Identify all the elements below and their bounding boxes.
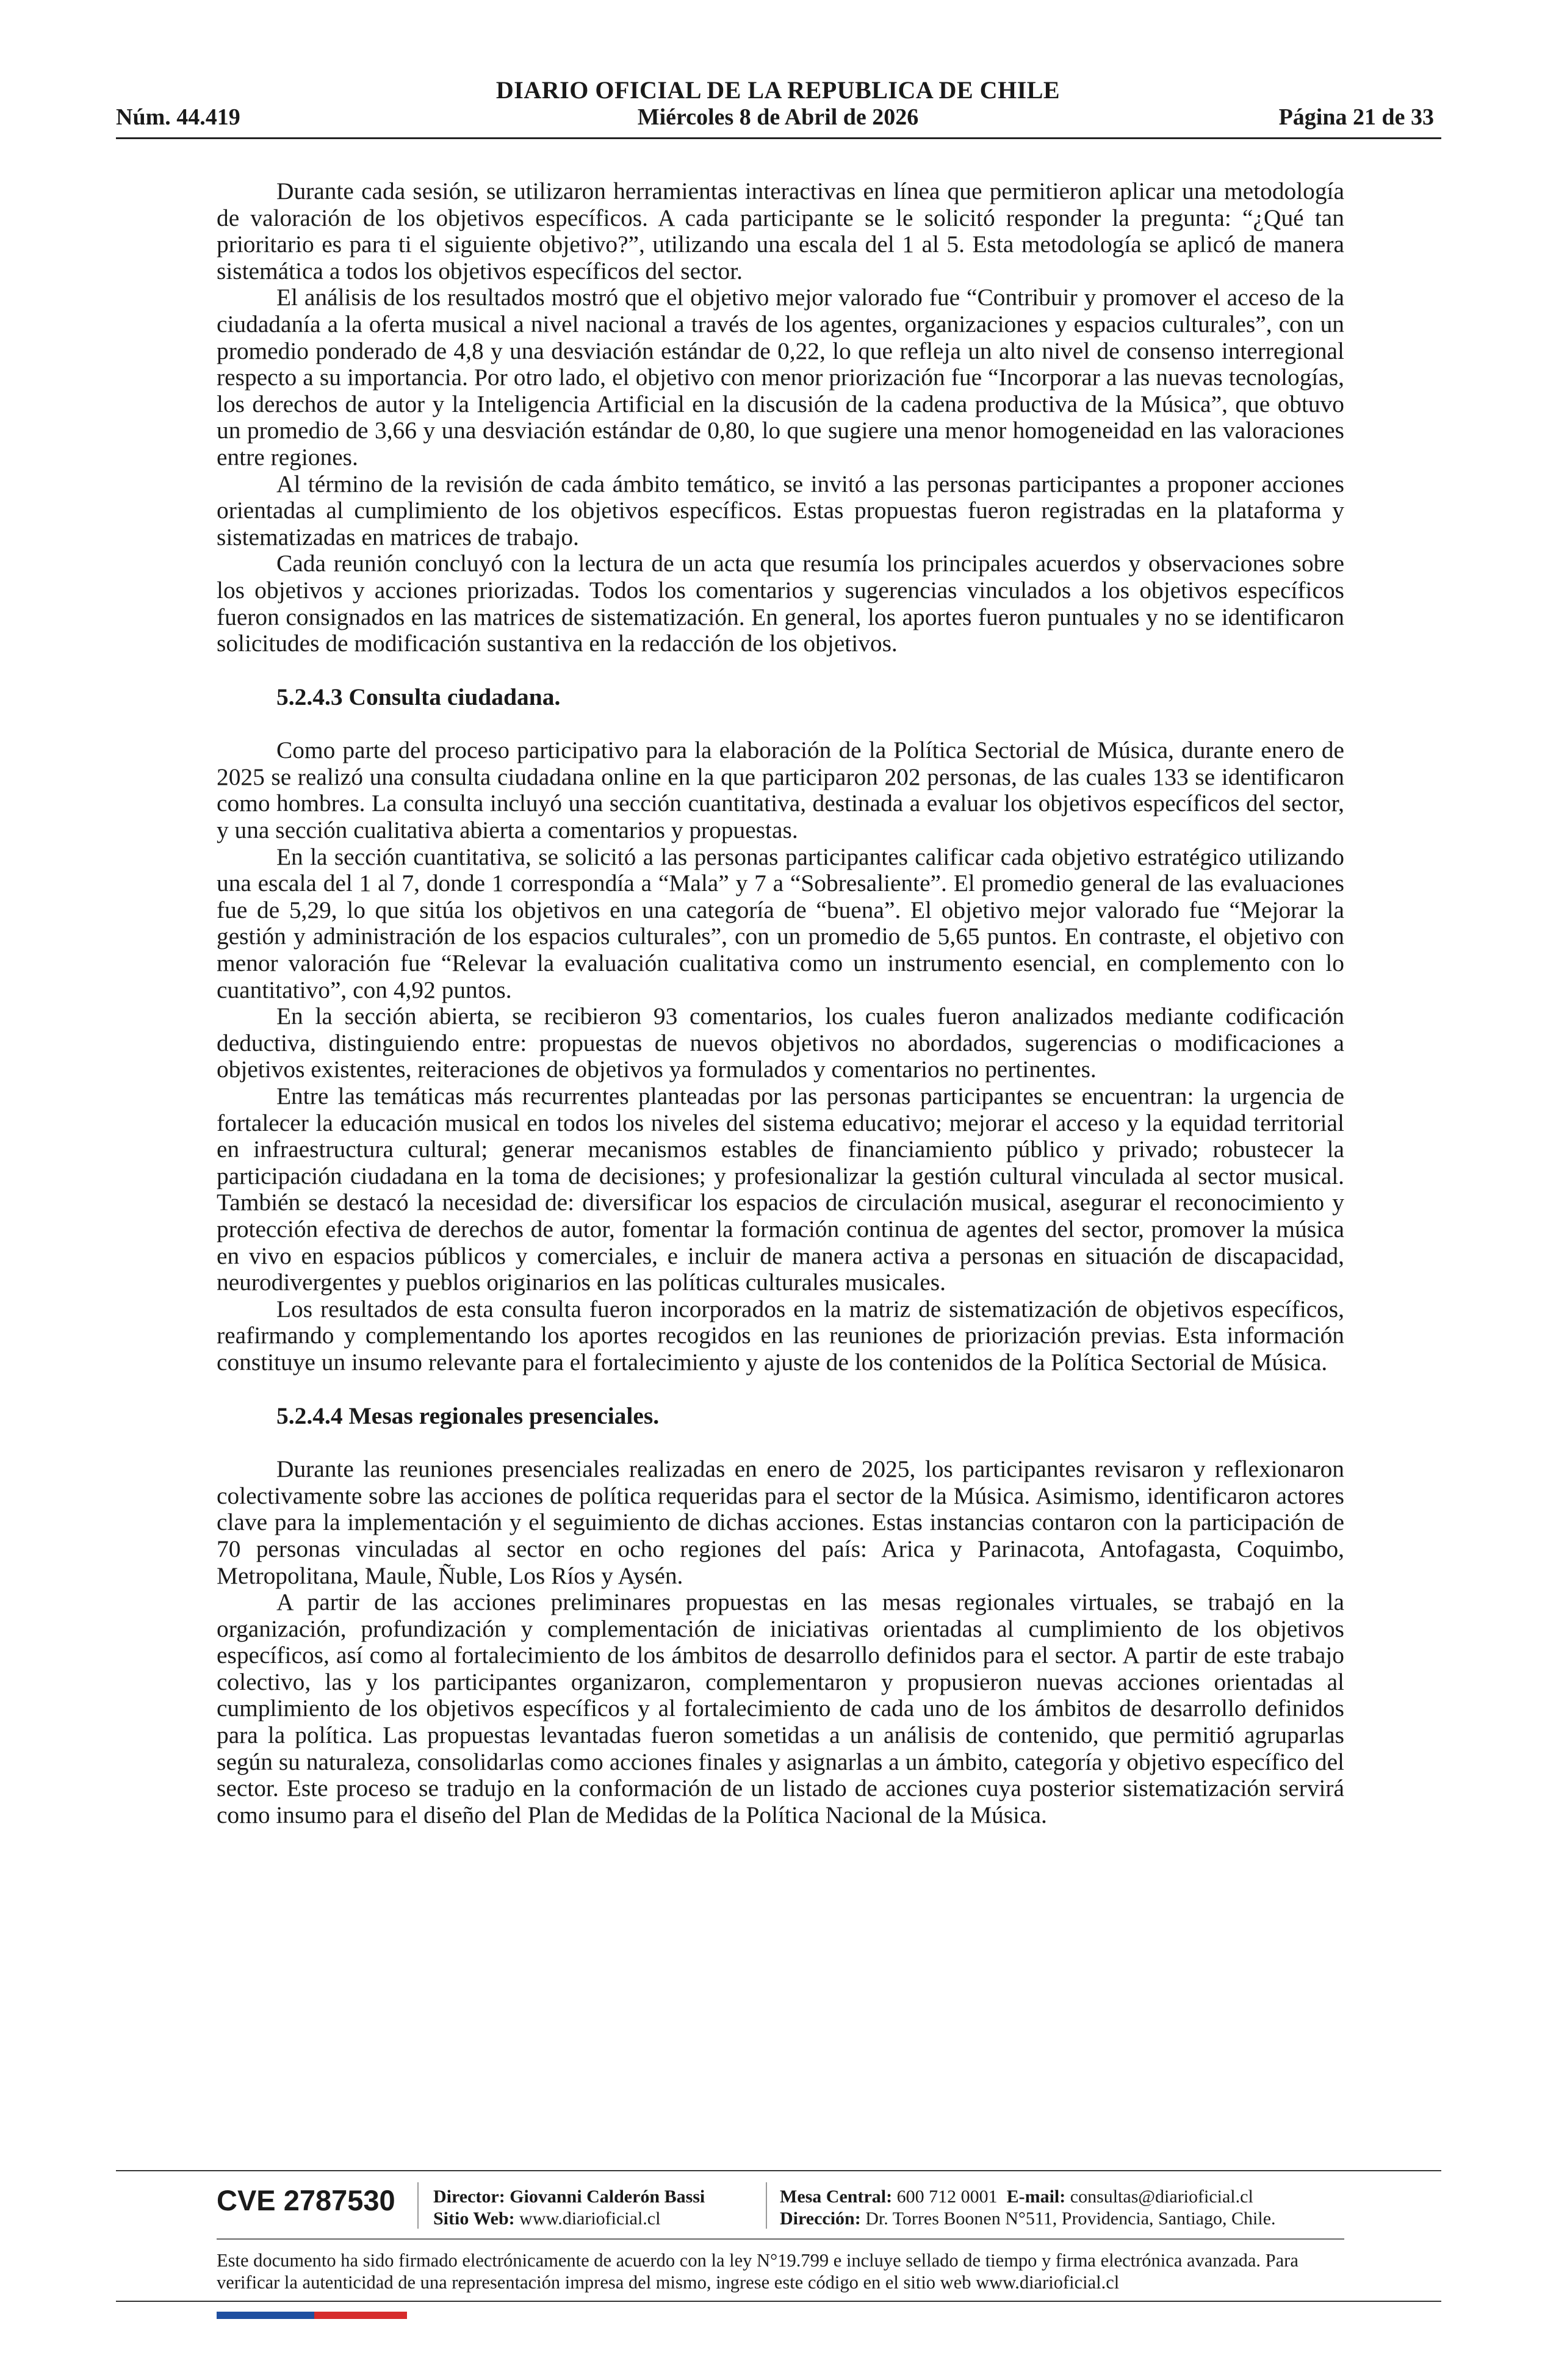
mesa-label: Mesa Central:	[780, 2187, 893, 2207]
section-heading-consulta-ciudadana: 5.2.4.3 Consulta ciudadana.	[276, 683, 561, 710]
website-label: Sitio Web:	[433, 2209, 515, 2229]
website-link[interactable]: www.diarioficial.cl	[519, 2209, 661, 2229]
paragraph: Entre las temáticas más recurrentes planteadas por las personas participantes se encuentran: la urgencia de fortalecer la educación musical en todos los niveles del sistema educativo; mejorar el acceso y la equidad territorial en infraestructura cultural; generar mecanismos estables de financiamiento público y privado; robustecer la participación ciudadana en la toma de decisiones; y profesionalizar la gestión cultural vinculada al sector musical. También se destacó la necesidad de: diversificar los espacios de circulación musical, asegurar el reconocimiento y protección efectiva de derechos de autor, fomentar la formación continua de agentes del sector, promover la música en vivo en espacios públicos y comerciales, e incluir de manera activa a personas en situación de discapacidad, neurodivergentes y pueblos originarios en las políticas culturales musicales.	[217, 1083, 1344, 1296]
footer-divider	[116, 2170, 1441, 2171]
paragraph: Durante cada sesión, se utilizaron herramientas interactivas en línea que permitieron aplicar una metodología de valoración de los objetivos específicos. A cada participante se le solicitó responder la pregunta: “¿Qué tan prioritario es para ti el siguiente objetivo?”, utilizando una escala del 1 al 5. Esta metodología se aplicó de manera sistemática a todos los objetivos específicos del sector.	[217, 178, 1344, 284]
flag-stripe	[217, 2312, 407, 2319]
paragraph: En la sección abierta, se recibieron 93 comentarios, los cuales fueron analizados mediante codificación deductiva, distinguiendo entre: propuestas de nuevos objetivos no abordados, sugerencias o modificaciones a objetivos existentes, reiteraciones de objetivos ya formulados y comentarios no pertinentes.	[217, 1003, 1344, 1083]
mesa-phone: 600 712 0001	[896, 2187, 998, 2207]
footer-separator	[766, 2182, 767, 2229]
email-link[interactable]: consultas@diarioficial.cl	[1070, 2187, 1253, 2207]
email-label: E-mail:	[1006, 2187, 1066, 2207]
footer-director-info	[433, 2186, 705, 2230]
paragraph: Cada reunión concluyó con la lectura de un acta que resumía los principales acuerdos y observaciones sobre los objetivos y acciones priorizadas. Todos los comentarios y sugerencias vinculados a los objetivos específicos fueron consignados en las matrices de sistematización. En general, los aportes fueron puntuales y no se identificaron solicitudes de modificación sustantiva en la redacción de los objetivos.	[217, 550, 1344, 657]
newspaper-title: DIARIO OFICIAL DE LA REPUBLICA DE CHILE	[495, 76, 1061, 104]
paragraph: En la sección cuantitativa, se solicitó a las personas participantes calificar cada objetivo estratégico utilizando una escala del 1 al 7, donde 1 correspondía a “Mala” y 7 a “Sobresaliente”. El promedio general de las evaluaciones fue de 5,29, lo que sitúa los objetivos en una categoría de “buena”. El objetivo mejor valorado fue “Mejorar la gestión y administración de los espacios culturales”, con un promedio de 5,65 puntos. En contraste, el objetivo con menor valoración fue “Relevar la evaluación cualitativa como un instrumento esencial, en complemento con lo cuantitativo”, con 4,92 puntos.	[217, 843, 1344, 1003]
paragraph: Al término de la revisión de cada ámbito temático, se invitó a las personas participantes a proponer acciones orientadas al cumplimiento de los objetivos específicos. Estas propuestas fueron registradas en la plataforma y sistematizadas en matrices de trabajo.	[217, 470, 1344, 550]
header-divider	[116, 137, 1441, 139]
paragraph: Como parte del proceso participativo para la elaboración de la Política Sectorial de Música, durante enero de 2025 se realizó una consulta ciudadana online en la que participaron 202 personas, de las cuales 133 se identificaron como hombres. La consulta incluyó una sección cuantitativa, destinada a evaluar los objetivos específicos del sector, y una sección cualitativa abierta a comentarios y propuestas.	[217, 737, 1344, 844]
flag-blue-band	[217, 2312, 314, 2319]
address: Dr. Torres Boonen N°511, Providencia, Santiago, Chile.	[865, 2209, 1276, 2229]
footer-separator	[417, 2182, 419, 2229]
paragraph: A partir de las acciones preliminares propuestas en las mesas regionales virtuales, se trabajó en la organización, profundización y complementación de iniciativas orientadas al cumplimiento de los objetivos específicos, así como al fortalecimiento de los ámbitos de desarrollo definidos para el sector. A partir de este trabajo colectivo, las y los participantes organizaron, complementaron y propusieron nuevas acciones orientadas al cumplimiento de los objetivos específicos y al fortalecimiento de cada uno de los ámbitos de desarrollo definidos para la política. Las propuestas levantadas fueron sometidas a un análisis de contenido, que permitió agruparlas según su naturaleza, consolidarlas como acciones finales y asignarlas a un ámbito, categoría y objetivo específico del sector. Este proceso se tradujo en la conformación de un listado de acciones cuya posterior sistematización servirá como insumo para el diseño del Plan de Medidas de la Política Nacional de la Música.	[217, 1588, 1344, 1828]
paragraph: Durante las reuniones presenciales realizadas en enero de 2025, los participantes revisaron y reflexionaron colectivamente sobre las acciones de política requeridas para el sector de la Música. Asimismo, identificaron actores clave para la implementación y el seguimiento de dichas acciones. Estas instancias contaron con la participación de 70 personas vinculadas al sector en ocho regiones del país: Arica y Parinacota, Antofagasta, Coquimbo, Metropolitana, Maule, Ñuble, Los Ríos y Aysén.	[217, 1455, 1344, 1589]
page-indicator: Página 21 de 33	[1278, 104, 1434, 130]
article-body	[217, 178, 1344, 1828]
footer-divider	[217, 2238, 1344, 2240]
address-label: Dirección:	[780, 2209, 861, 2229]
signature-note: Este documento ha sido firmado electrónicamente de acuerdo con la ley N°19.799 e incluye sellado de tiempo y firma electrónica avanzada. Para verificar la autenticidad de una representación impresa del mismo, ingrese este código en el sitio web www.diarioficial.cl	[217, 2250, 1298, 2293]
cve-code: CVE 2787530	[217, 2184, 395, 2216]
flag-red-band	[314, 2312, 407, 2319]
director-name: Giovanni Calderón Bassi	[510, 2187, 705, 2207]
footer-divider	[116, 2301, 1441, 2302]
issue-number: Núm. 44.419	[116, 104, 240, 130]
director-label: Director:	[433, 2187, 505, 2207]
paragraph: El análisis de los resultados mostró que el objetivo mejor valorado fue “Contribuir y promover el acceso de la ciudadanía a la oferta musical a nivel nacional a través de los agentes, organizaciones y espacios culturales”, con un promedio ponderado de 4,8 y una desviación estándar de 0,22, lo que refleja un alto nivel de consenso interregional respecto a su importancia. Por otro lado, el objetivo con menor priorización fue “Incorporar a las nuevas tecnologías, los derechos de autor y la Inteligencia Artificial en la discusión de la cadena productiva de la Música”, que obtuvo un promedio de 3,66 y una desviación estándar de 0,80, lo que sugiere una menor homogeneidad en las valoraciones entre regiones.	[217, 284, 1344, 471]
footer-contact-info	[780, 2186, 1276, 2230]
paragraph: Los resultados de esta consulta fueron incorporados en la matriz de sistematización de objetivos específicos, reafirmando y complementando los aportes recogidos en las reuniones de priorización previas. Esta información constituye un insumo relevante para el fortalecimiento y ajuste de los contenidos de la Política Sectorial de Música.	[217, 1295, 1344, 1376]
issue-date: Miércoles 8 de Abril de 2026	[637, 104, 919, 130]
section-heading-mesas-regionales: 5.2.4.4 Mesas regionales presenciales.	[276, 1402, 660, 1429]
